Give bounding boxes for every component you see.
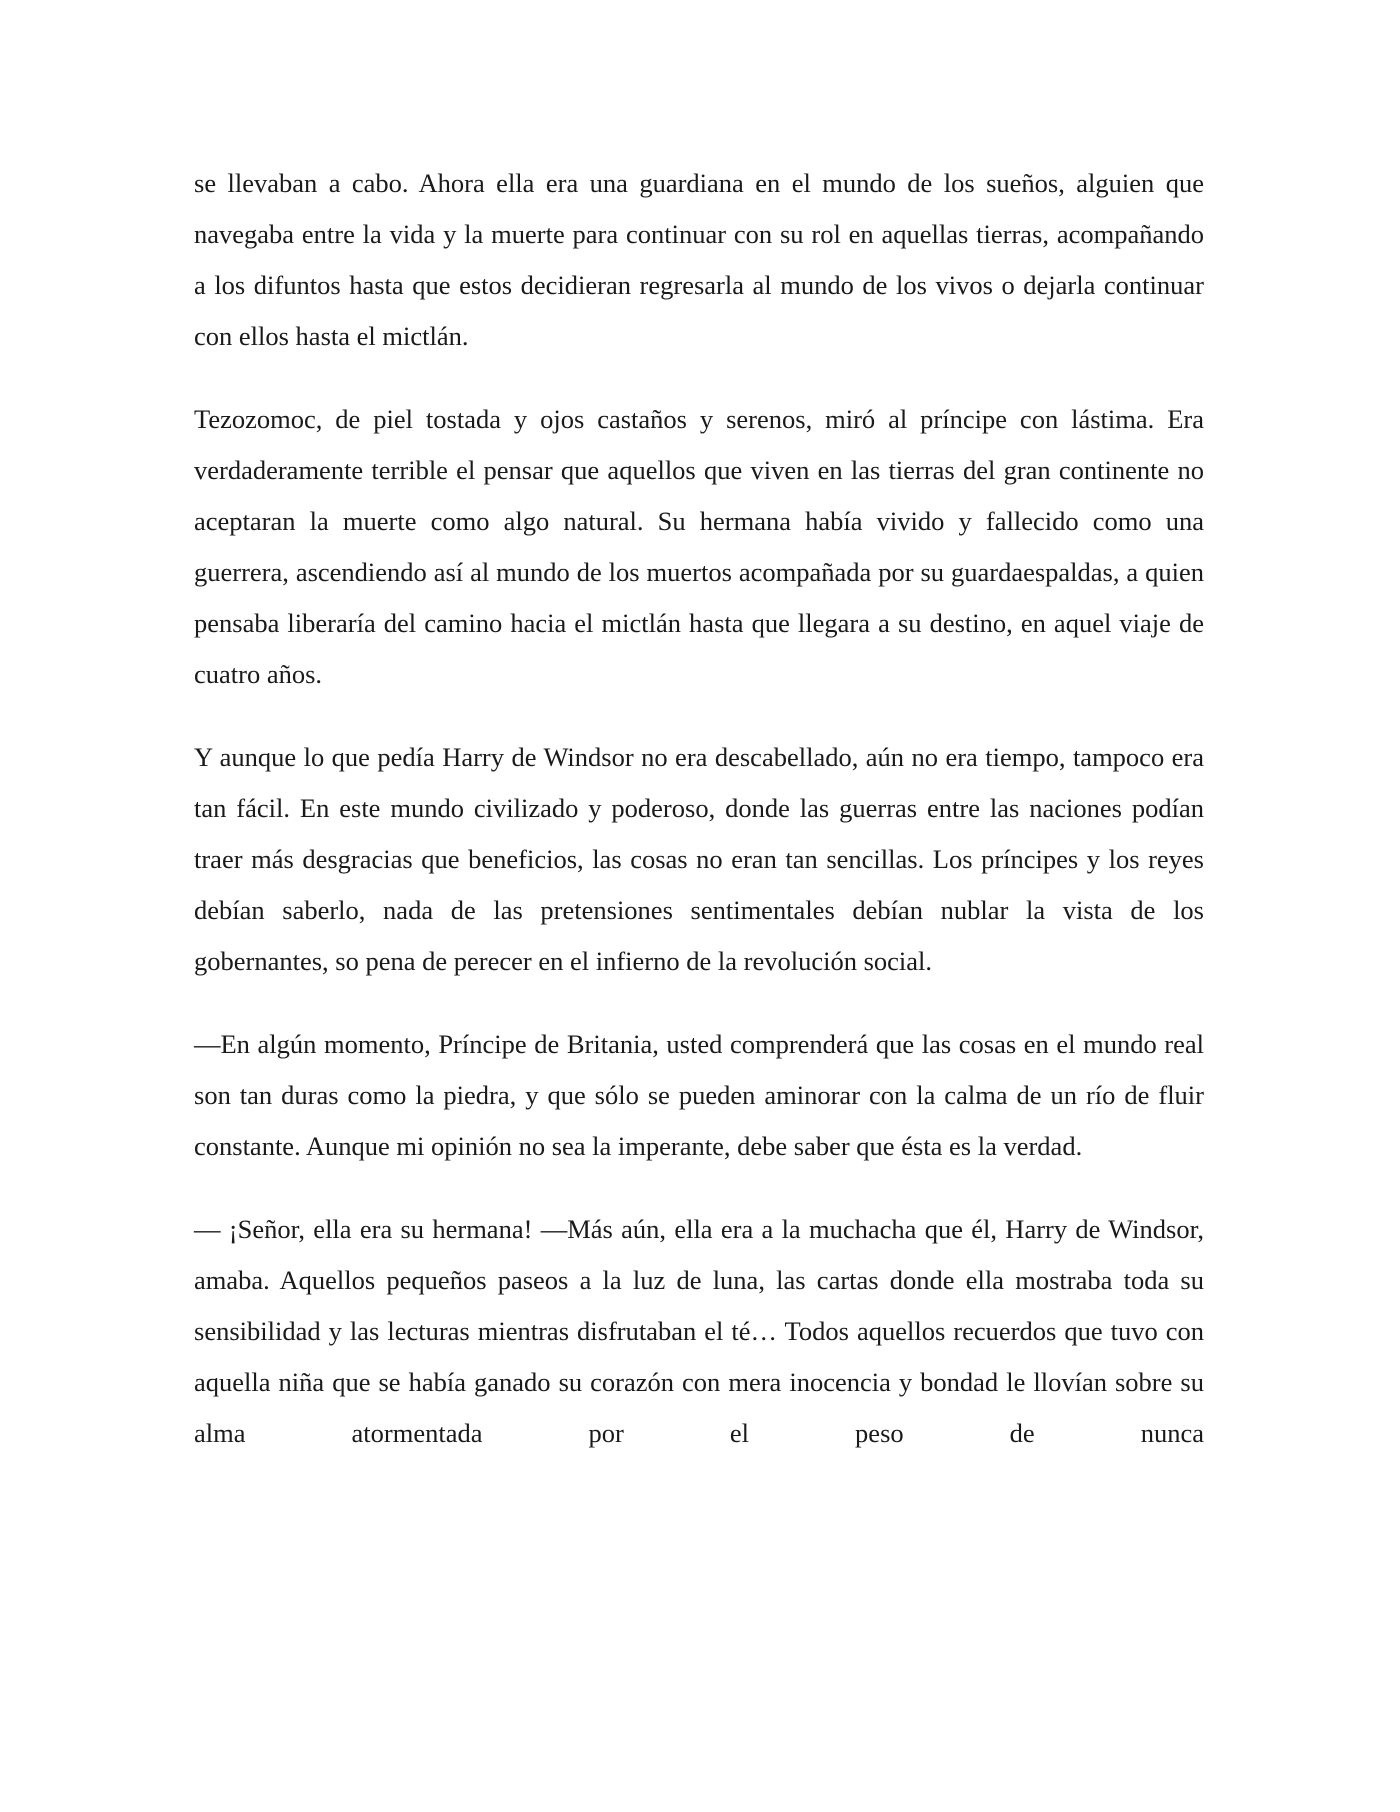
document-body bbox=[194, 158, 1204, 1459]
paragraph-2: Tezozomoc, de piel tostada y ojos castaños y serenos, miró al príncipe con lástima. Era verdaderamente terrible el pensar que aquellos que viven en las tierras del gran continente no aceptaran la muerte como algo natural. Su hermana había vivido y fallecido como una guerrera, ascendiendo así al mundo de los muertos acompañada por su guardaespaldas, a quien pensaba liberaría del camino hacia el mictlán hasta que llegara a su destino, en aquel viaje de cuatro años. bbox=[194, 404, 1204, 689]
paragraph-5: — ¡Señor, ella era su hermana! —Más aún, ella era a la muchacha que él, Harry de Windsor, amaba. Aquellos pequeños paseos a la luz de luna, las cartas donde ella mostraba toda su sensibilidad y las lecturas mientras disfrutaban el té… Todos aquellos recuerdos que tuvo con aquella niña que se había ganado su corazón con mera inocencia y bondad le llovían sobre su alma atormentada por el peso de nunca bbox=[194, 1214, 1204, 1448]
paragraph-3: Y aunque lo que pedía Harry de Windsor no era descabellado, aún no era tiempo, tampoco era tan fácil. En este mundo civilizado y poderoso, donde las guerras entre las naciones podían traer más desgracias que beneficios, las cosas no eran tan sencillas. Los príncipes y los reyes debían saberlo, nada de las pretensiones sentimentales debían nublar la vista de los gobernantes, so pena de perecer en el infierno de la revolución social. bbox=[194, 742, 1204, 976]
paragraph-4: —En algún momento, Príncipe de Britania, usted comprenderá que las cosas en el mundo real son tan duras como la piedra, y que sólo se pueden aminorar con la calma de un río de fluir constante. Aunque mi opinión no sea la imperante, debe saber que ésta es la verdad. bbox=[194, 1029, 1204, 1161]
paragraph-1: se llevaban a cabo. Ahora ella era una guardiana en el mundo de los sueños, alguien que navegaba entre la vida y la muerte para continuar con su rol en aquellas tierras, acompañando a los difuntos hasta que estos decidieran regresarla al mundo de los vivos o dejarla continuar con ellos hasta el mictlán. bbox=[194, 168, 1204, 351]
